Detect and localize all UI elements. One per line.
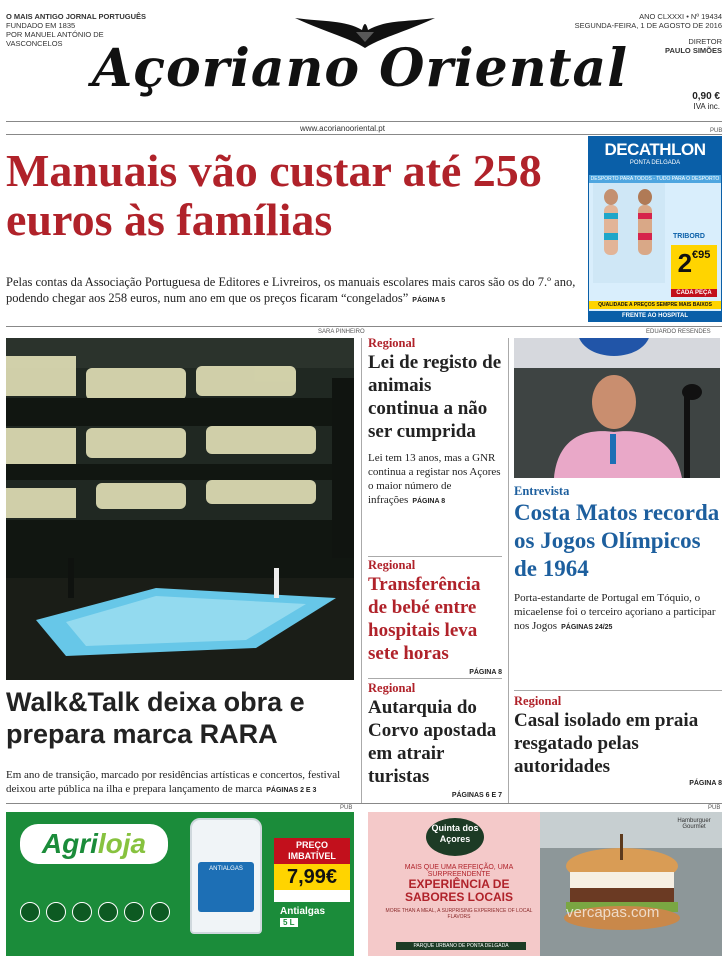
section-label: Regional bbox=[368, 681, 416, 695]
swimwear-models-image bbox=[593, 183, 665, 283]
agriloja-brand-a: Agri bbox=[41, 828, 98, 859]
section-label: Regional bbox=[368, 558, 416, 572]
quinta-line1: MAIS QUE UMA REFEIÇÃO, UMA SURPREENDENTE bbox=[404, 864, 514, 878]
pub-label-ad1: PUB bbox=[340, 805, 353, 811]
masthead-logo[interactable]: Açoriano Oriental bbox=[92, 38, 628, 99]
decathlon-brand: DECATHLON bbox=[604, 140, 706, 159]
decathlon-band: DESPORTO PARA TODOS - TUDO PARA O DESPORTO bbox=[590, 176, 720, 182]
story-animal-registry[interactable] bbox=[368, 336, 502, 509]
garden-icon bbox=[46, 902, 66, 922]
decathlon-product: TRIBORD bbox=[673, 233, 705, 240]
masthead-rule-bottom bbox=[6, 134, 722, 135]
section-label: Entrevista bbox=[514, 484, 570, 498]
director-label: DIRETOR bbox=[688, 37, 722, 46]
agriloja-brand-b: loja bbox=[97, 828, 147, 859]
story-text-body: Porta-estandarte de Portugal em Tóquio, o micaelense foi o terceiro açoriano a participar nos Jogos bbox=[514, 592, 716, 632]
pub-label-top: PUB bbox=[710, 128, 723, 134]
quinta-line3: MORE THAN A MEAL, A SURPRISING EXPERIENCE OF LOCAL FLAVORS bbox=[385, 908, 533, 920]
poultry-icon bbox=[72, 902, 92, 922]
photo2-credit: EDUARDO RESENDES bbox=[646, 329, 711, 335]
price-value: 7,99€ bbox=[274, 864, 350, 890]
decathlon-location: FRENTE AO HOSPITAL bbox=[589, 311, 721, 321]
quinta-acores-ad[interactable] bbox=[368, 812, 722, 956]
tools-icon bbox=[124, 902, 144, 922]
story-page-ref: PÁGINAS 6 E 7 bbox=[451, 792, 502, 799]
agriloja-volume: 5 L bbox=[280, 918, 298, 927]
story-costa-matos[interactable] bbox=[514, 484, 722, 635]
story-baby-transfer[interactable] bbox=[368, 558, 502, 676]
agriloja-product: Antialgas bbox=[280, 906, 326, 917]
decathlon-ad[interactable] bbox=[588, 136, 722, 322]
agriloja-logo bbox=[20, 824, 168, 864]
costa-matos-photo[interactable] bbox=[514, 338, 720, 478]
story-headline: Casal isolado em praia resgatado pelas autoridades bbox=[514, 710, 699, 777]
masthead-founder: POR MANUEL ANTÓNIO DE VASCONCELOS bbox=[6, 30, 104, 48]
story-divider bbox=[368, 556, 502, 557]
masthead-right-info bbox=[562, 12, 722, 55]
section-rule bbox=[6, 326, 722, 327]
column-divider-2 bbox=[508, 338, 509, 804]
cover-price: 0,90 € bbox=[692, 91, 720, 102]
story-headline: Transferência de bebé entre hospitais leva sete horas bbox=[368, 574, 481, 664]
story-headline: Autarquia do Corvo apostada em atrair turistas bbox=[368, 697, 497, 787]
story-corvo-tourism[interactable] bbox=[368, 681, 502, 799]
issue-number: ANO CLXXXI • Nº 19434 bbox=[639, 12, 722, 21]
decathlon-per-piece: CADA PEÇA bbox=[671, 289, 717, 297]
story-divider bbox=[368, 678, 502, 679]
agriloja-price-tag bbox=[274, 838, 350, 902]
quinta-park: PARQUE URBANO DE PONTA DELGADA bbox=[396, 942, 526, 950]
main-headline[interactable]: Manuais vão custar até 258 euros às famílias bbox=[6, 145, 542, 245]
price-title: PREÇO IMBATÍVEL bbox=[274, 838, 350, 864]
story-couple-rescue[interactable] bbox=[514, 694, 722, 787]
website-url[interactable]: www.acorianooriental.pt bbox=[300, 124, 385, 133]
price-box bbox=[692, 92, 720, 112]
quinta-text bbox=[384, 864, 534, 920]
pub-label-ad2: PUB bbox=[708, 805, 721, 811]
animal-icon bbox=[98, 902, 118, 922]
jug-label: ANTIALGAS bbox=[198, 862, 254, 912]
story-page-ref: PÁGINA 8 bbox=[469, 669, 502, 676]
pool-icon bbox=[150, 902, 170, 922]
story-page-ref: PÁGINA 8 bbox=[412, 498, 446, 505]
story-page-ref: PÁGINAS 24/25 bbox=[561, 624, 613, 631]
walk-talk-photo[interactable] bbox=[6, 338, 354, 680]
agriloja-ad[interactable] bbox=[6, 812, 354, 956]
story-text bbox=[368, 451, 502, 509]
walk-talk-text: Em ano de transição, marcado por residências artísticas e concertos, festival deixou arte pública na ilha e prepara lançamento de marca bbox=[6, 769, 341, 795]
story-headline: Costa Matos recorda os Jogos Olímpicos de 1964 bbox=[514, 500, 720, 581]
story-text-body: Lei tem 13 anos, mas a GNR continua a registar nos Açores o maior número de infrações bbox=[368, 452, 501, 506]
director-name: PAULO SIMÕES bbox=[665, 46, 722, 55]
decathlon-price-cents: €95 bbox=[692, 249, 711, 261]
quinta-line2: EXPERIÊNCIA DE SABORES LOCAIS bbox=[404, 877, 513, 904]
burger-badge: Hamburguer Gourmet bbox=[677, 818, 711, 830]
main-lead-text: Pelas contas da Associação Portuguesa de Editores e Livreiros, os manuais escolares mais caros são os do 7.º ano, podendo chegar aos 258 euros, num ano em que os preços ficaram “congelados” bbox=[6, 275, 576, 305]
watermark: vercapas.com bbox=[566, 904, 660, 921]
antialgas-jug-image bbox=[190, 818, 262, 934]
decathlon-quality: QUALIDADE A PREÇOS SEMPRE MAIS BAIXOS bbox=[589, 301, 721, 309]
masthead-tagline: O MAIS ANTIGO JORNAL PORTUGUÊS bbox=[6, 12, 147, 21]
story-page-ref: PÁGINA 8 bbox=[689, 780, 722, 787]
story-divider bbox=[514, 690, 722, 691]
main-page-ref: PÁGINA 5 bbox=[412, 297, 446, 304]
walk-talk-headline[interactable]: Walk&Talk deixa obra e prepara marca RARA bbox=[6, 687, 305, 749]
walk-talk-lead bbox=[6, 768, 356, 798]
agriloja-category-icons bbox=[20, 902, 170, 922]
photo1-credit: SARA PINHEIRO bbox=[318, 329, 365, 335]
story-headline: Lei de registo de animais continua a não ser cumprida bbox=[368, 352, 502, 442]
masthead-rule bbox=[6, 121, 722, 122]
quinta-logo: Quinta dos Açores bbox=[426, 818, 484, 856]
story-text bbox=[514, 591, 722, 635]
issue-date: SEGUNDA-FEIRA, 1 DE AGOSTO DE 2016 bbox=[574, 21, 722, 30]
section-label: Regional bbox=[368, 336, 416, 350]
decathlon-header bbox=[589, 137, 721, 175]
main-lead bbox=[6, 274, 578, 309]
decathlon-store: PONTA DELGADA bbox=[629, 160, 681, 166]
ads-rule bbox=[6, 803, 722, 804]
column-divider-1 bbox=[361, 338, 362, 804]
vat-note: IVA inc. bbox=[693, 102, 720, 111]
walk-talk-page-ref: PÁGINAS 2 E 3 bbox=[266, 787, 317, 794]
burger-image bbox=[540, 812, 722, 956]
decathlon-price bbox=[671, 245, 717, 289]
masthead-founded: FUNDADO EM 1835 bbox=[6, 21, 76, 30]
decathlon-price-main: 2 bbox=[677, 248, 693, 278]
section-label: Regional bbox=[514, 694, 562, 708]
agriculture-icon bbox=[20, 902, 40, 922]
